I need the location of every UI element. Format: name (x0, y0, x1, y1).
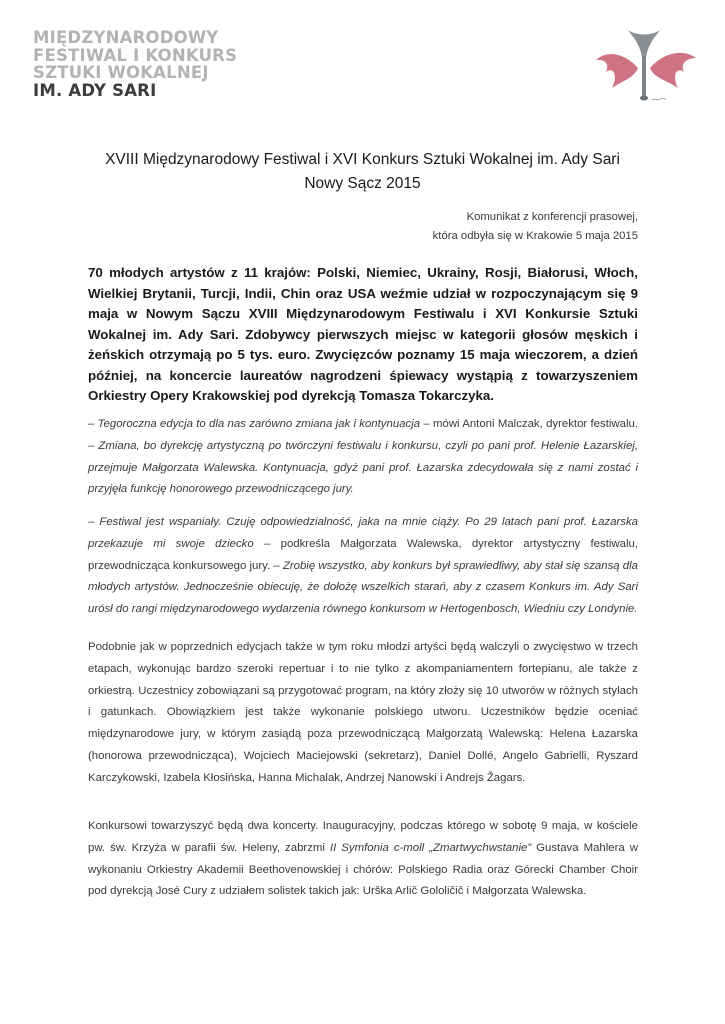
quote-part-2: – Zmiana, bo dyrekcję artystyczną po twórczyni festiwalu i konkursu, czyli po pani prof. Helenie Łazarskiej, przejmuje Małgorzata Walewska. Kontynuacja, gdyż pani prof. Łazarska zdecydowała się z nami zostać i przyjęła funkcję honorowego przewodniczącego jury. (88, 439, 638, 496)
paragraph-walewska-quote (88, 512, 638, 621)
lead-paragraph: 70 młodych artystów z 11 krajów: Polski, Niemiec, Ukrainy, Rosji, Białorusi, Włoch, Wielkiej Brytanii, Turcji, Indii, Chin oraz USA weźmie udział w rozpoczynającym się 9 maja w Nowym Sączu XVIII Międzynarodowym Festiwalu i XVI Konkursie Sztuki Wokalnej im. Ady Sari. Zdobywcy pierwszych miejsc w kategorii głosów męskich i żeńskich otrzymają po 5 tys. euro. Zwycięzców poznamy 15 maja wieczorem, a dzień później, na koncercie laureatów nagrodzeni śpiewacy wystąpią z towarzyszeniem Orkiestry Opery Krakowskiej pod dyrekcją Tomasza Tokarczyka. (88, 265, 638, 403)
symphony-title: II Symfonia c-moll „Zmartwychwstanie” (329, 841, 532, 854)
quote-part-1: – Tegoroczna edycja to dla nas zarówno zmiana jak i kontynuacja (88, 418, 421, 430)
press-release-note (433, 208, 638, 246)
festival-logo-text (33, 29, 237, 99)
logo-line-1: MIĘDZYNARODOWY (33, 28, 219, 47)
attribution-part: – podkreśla Małgorzata Walewska, dyrektor artystyczny festiwalu, przewodnicząca konkursowego jury. (88, 537, 638, 572)
title-line-1: XVIII Międzynarodowy Festiwal i XVI Konkurs Sztuki Wokalnej im. Ady Sari (105, 151, 620, 168)
note-line-2: która odbyła się w Krakowie 5 maja 2015 (432, 230, 638, 242)
quote-part-1: – Festiwal jest wspaniały. Czuję odpowiedzialność, jaka na mnie ciąży. Po 29 latach pani prof. Łazarska przekazuje mi swoje dziecko (88, 516, 638, 550)
trumpet-bell (628, 30, 660, 58)
page-title (60, 148, 665, 196)
signature-mark (652, 98, 666, 100)
trumpet-tube (642, 56, 646, 96)
concert-text-part-2: Gustava Mahlera w wykonaniu Orkiestry Akademii Beethovenowskiej i chórów: Polskiego Radia oraz Górecki Chamber Choir pod dyrekcją José Cury z udziałem solistek takich jak: Urška Arlič Gololičič i Małgorzata Walewska. (88, 841, 639, 898)
left-wing (596, 54, 638, 88)
right-wing (650, 53, 696, 88)
attribution-part: – mówi Antoni Malczak, dyrektor festiwalu. (420, 418, 638, 430)
concert-text-part-1: Konkursowi towarzyszyć będą dwa koncerty. Inauguracyjny, podczas którego w sobotę 9 maja, w kościele pw. św. Krzyża w parafii św. Heleny, zabrzmi (88, 820, 638, 854)
logo-line-4: IM. ADY SARI (33, 80, 157, 100)
logo-line-3: SZTUKI WOKALNEJ (33, 63, 209, 82)
paragraph-concerts (88, 816, 638, 903)
paragraph-competition-stages: Podobnie jak w poprzednich edycjach także w tym roku młodzi artyści będą walczyli o zwycięstwo w trzech etapach, wykonując bardzo szeroki repertuar i to nie tylko z akompaniamentem fortepianu, ale także z orkiestrą. Uczestnicy zobowiązani są przygotować program, na który złoży się 10 utworów w różnych stylach i gatunkach. Obowiązkiem jest także wykonanie polskiego utworu. Uczestników będzie oceniać międzynarodowe jury, w którym zasiądą poza przewodniczącą Małgorzatą Walewską: Helena Łazarska (honorowa przewodnicząca), Wojciech Maciejowski (sekretarz), Daniel Dollé, Angelo Gabrielli, Ryszard Karczykowski, Izabela Kłosińska, Hanna Michalak, Andrzej Nanowski i Andrejs Žagars. (88, 641, 638, 784)
trumpet-mouthpiece (640, 96, 648, 101)
note-line-1: Komunikat z konferencji prasowej, (466, 211, 638, 223)
trumpet-wings-emblem-icon (592, 28, 700, 108)
paragraph-malczak-quote (88, 414, 638, 501)
title-line-2: Nowy Sącz 2015 (304, 175, 421, 192)
quote-part-2: – Zrobię wszystko, aby konkurs był sprawiedliwy, aby stał się szansą dla młodych artystów. Jednocześnie obiecuję, że dołożę wszelkich starań, aby z czasem Konkurs im. Ady Sari urósł do rangi międzynarodowego wydarzenia równego konkursom w Hertogenbosch, Wiedniu czy Londynie. (88, 559, 638, 616)
logo-line-2: FESTIWAL I KONKURS (33, 45, 238, 65)
